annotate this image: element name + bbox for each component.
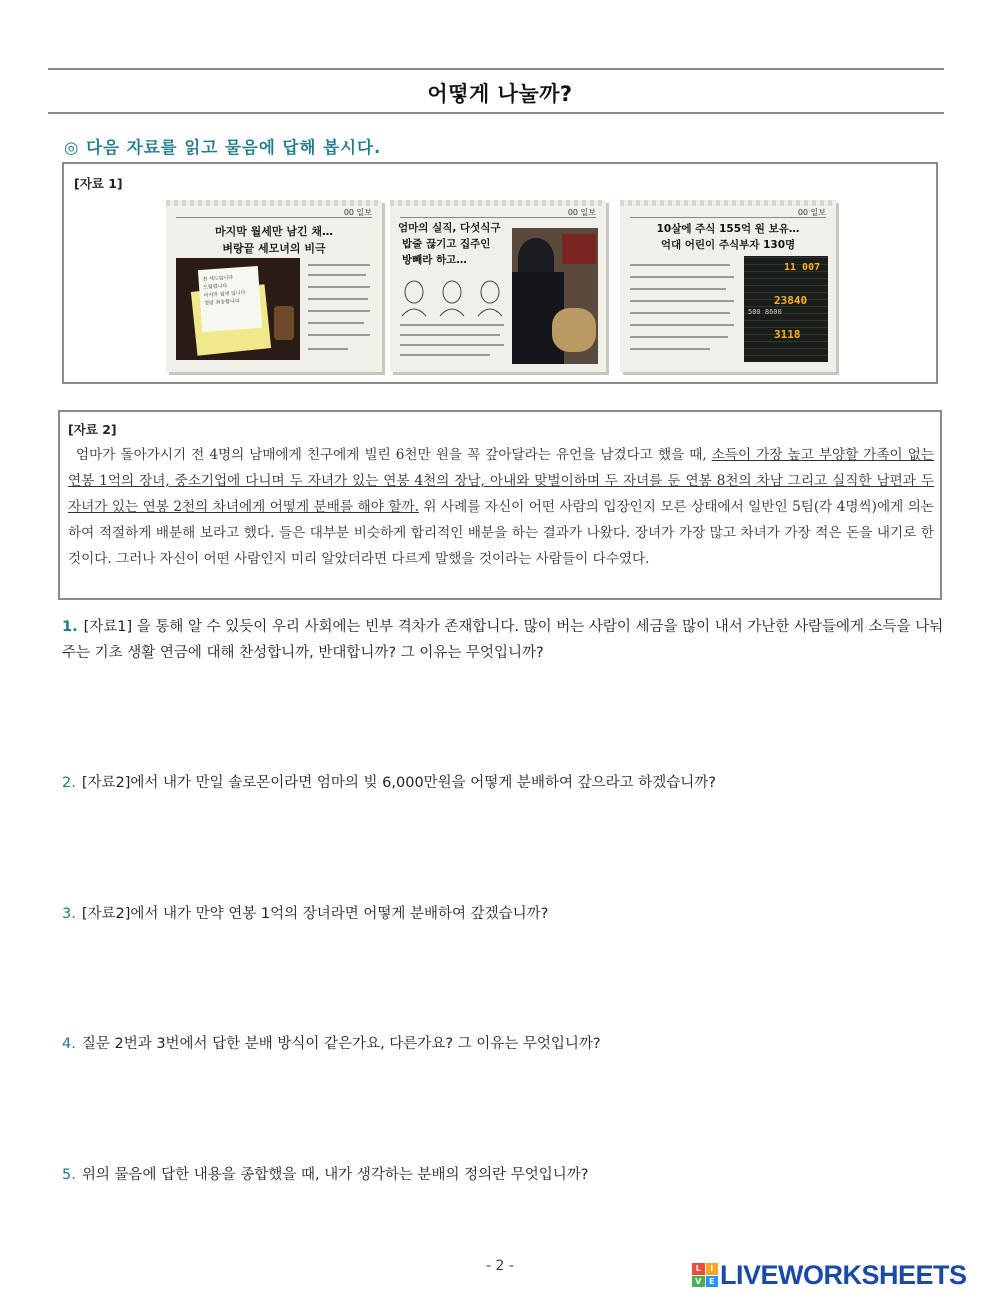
photo-object	[274, 306, 294, 340]
family-portraits-illustration	[396, 278, 508, 318]
text-line	[630, 300, 734, 302]
question-number: 2.	[62, 775, 76, 791]
headline-line: 10살에 주식 155억 원 보유…	[656, 223, 800, 235]
ticker-value-1: 23840	[774, 294, 808, 307]
ticker-value-2: 3118	[774, 328, 801, 341]
question-number: 1.	[62, 619, 78, 635]
liveworksheets-icon	[692, 1263, 718, 1287]
text-line	[630, 288, 726, 290]
text-line	[308, 322, 364, 324]
news-clipping-2	[390, 200, 606, 372]
question-1	[62, 614, 946, 666]
paragraph-text: 엄마가 돌아가시기 전 4명의 남매에게 친구에게 빌린 6천만 원을 꼭 갚아달라는 유언을 남겼다고 했을 때,	[76, 447, 712, 463]
question-number: 5.	[62, 1167, 76, 1183]
handwritten-note	[198, 266, 262, 332]
clipping-headline	[166, 224, 382, 257]
question-text: 질문 2번과 3번에서 답한 분배 방식이 같은가요, 다른가요? 그 이유는 무엇입니까?	[81, 1036, 601, 1052]
text-line	[308, 348, 348, 350]
question-text: 위의 물음에 답한 내용을 종합했을 때, 내가 생각하는 분배의 정의란 무엇입니까?	[81, 1167, 589, 1183]
news-photo-note	[176, 258, 300, 360]
text-line	[308, 310, 370, 312]
newspaper-name: 00 일보	[797, 208, 826, 217]
torn-edge	[390, 200, 606, 206]
question-text: [자료2]에서 내가 만약 연봉 1억의 장녀라면 어떻게 분배하여 갚겠습니까?	[81, 906, 549, 922]
news-clipping-1	[166, 200, 382, 372]
masthead-rule	[630, 217, 826, 218]
note-line: 정말 죄송합니다	[204, 298, 240, 307]
header-rule-top	[48, 68, 944, 70]
bag	[552, 308, 596, 352]
header-rule-bottom	[48, 112, 944, 114]
page-number: - 2 -	[486, 1258, 514, 1274]
text-line	[308, 334, 370, 336]
news-clipping-3	[620, 200, 836, 372]
ticker-digits-top: 11 007	[784, 262, 821, 273]
material-2-label: [자료 2]	[68, 422, 117, 437]
text-line	[630, 324, 734, 326]
text-line	[308, 274, 366, 276]
headline-line: 억대 어린이 주식부자 130명	[660, 238, 796, 251]
question-number: 3.	[62, 906, 76, 922]
question-text: [자료2]에서 내가 만일 솔로몬이라면 엄마의 빚 6,000만원을 어떻게 분배하여 갚으라고 하겠습니까?	[81, 775, 716, 791]
material-2-paragraph	[68, 442, 934, 572]
note-line: 드릴렸니다	[202, 283, 228, 291]
ticker-small-digits: 500 8600	[748, 308, 782, 316]
clipping-headline	[398, 221, 510, 268]
page-title: 어떻게 나눌까?	[427, 82, 573, 106]
question-3	[62, 901, 946, 927]
torn-edge	[620, 200, 836, 206]
text-line	[630, 264, 730, 266]
paragraph-underlined-text: 소득이 가장 높고 부양할 가족이 없는 연봉 1억의 장녀, 중소기업에 다니며 두 자녀가 있는 연봉 4천의 장남, 아내와 맞벌이하며 두 자녀를 둔 연봉 8천의 차남 그리고 실직한 남편과 두 자녀가 있는 연봉 2천의 차녀에게 어떻게 분배를 해야 할까.	[68, 447, 935, 515]
text-line	[308, 286, 370, 288]
logo-letter: I	[706, 1263, 719, 1275]
news-photo-person	[512, 228, 598, 364]
clipping-headline	[620, 222, 836, 254]
material-1-label: [자료 1]	[74, 176, 123, 191]
liveworksheets-wordmark: LIVEWORKSHEETS	[720, 1259, 967, 1290]
text-line	[308, 264, 370, 266]
logo-letter: L	[692, 1263, 705, 1275]
torn-edge	[166, 200, 382, 206]
masthead-rule	[176, 217, 372, 218]
paragraph-text: 위 사례를 자신이 어떤 사람의 입장인지 모른 상태에서 일반인 5팀(각 4명씩)에게 의논하여 적절하게 배분해 보라고 했다. 들은 대부분 비슷하게 합리적인 배분을 하는 결과가 나왔다. 장녀가 가장 많고 차녀가 가장 적은 돈을 내기로 한 것이다. 그러나 자신이 어떤 사람인지 미리 알았더라면 다르게 말했을 것이라는 사람들이 다수였다.	[68, 499, 934, 567]
background-object	[562, 234, 596, 264]
text-line	[630, 312, 730, 314]
question-2	[62, 770, 946, 796]
material-2-box	[58, 410, 942, 600]
masthead-rule	[400, 217, 596, 218]
text-line	[308, 298, 368, 300]
logo-letter: E	[706, 1276, 719, 1288]
headline-line: 벼랑끝 세모녀의 비극	[222, 241, 326, 255]
material-1-box	[62, 162, 938, 384]
headline-line: 마지막 월세만 남긴 채…	[214, 225, 334, 238]
newspaper-name: 00 일보	[567, 208, 596, 217]
headline-line: 엄마의 실직, 다섯식구	[398, 222, 501, 234]
question-5	[62, 1162, 946, 1188]
newspaper-name: 00 일보	[343, 208, 372, 217]
question-text: [자료1] 을 통해 알 수 있듯이 우리 사회에는 빈부 격차가 존재합니다. 많이 버는 사람이 세금을 많이 내서 가난한 사람들에게 소득을 나눠 주는 기초 생활 연금에 대해 찬성합니까, 반대합니까? 그 이유는 무엇입니까?	[62, 619, 944, 661]
instruction-text: ◎ 다음 자료를 읽고 물음에 답해 봅시다.	[64, 138, 382, 157]
text-line	[400, 344, 504, 346]
text-line	[630, 276, 734, 278]
text-line	[630, 336, 728, 338]
note-line: 마지막 월세 입니다	[203, 289, 246, 299]
text-line	[400, 354, 490, 356]
question-number: 4.	[62, 1036, 76, 1052]
text-line	[400, 324, 504, 326]
headline-line: 방빼라 하고…	[402, 253, 467, 266]
liveworksheets-logo[interactable]	[692, 1259, 967, 1290]
text-line	[400, 334, 500, 336]
logo-letter: V	[692, 1276, 705, 1288]
question-4	[62, 1031, 946, 1057]
stock-ticker-photo	[744, 256, 828, 362]
note-line: 전 세드립니다	[202, 274, 234, 283]
headline-line: 밥줄 끊기고 집주인	[402, 237, 491, 250]
text-line	[630, 348, 710, 350]
